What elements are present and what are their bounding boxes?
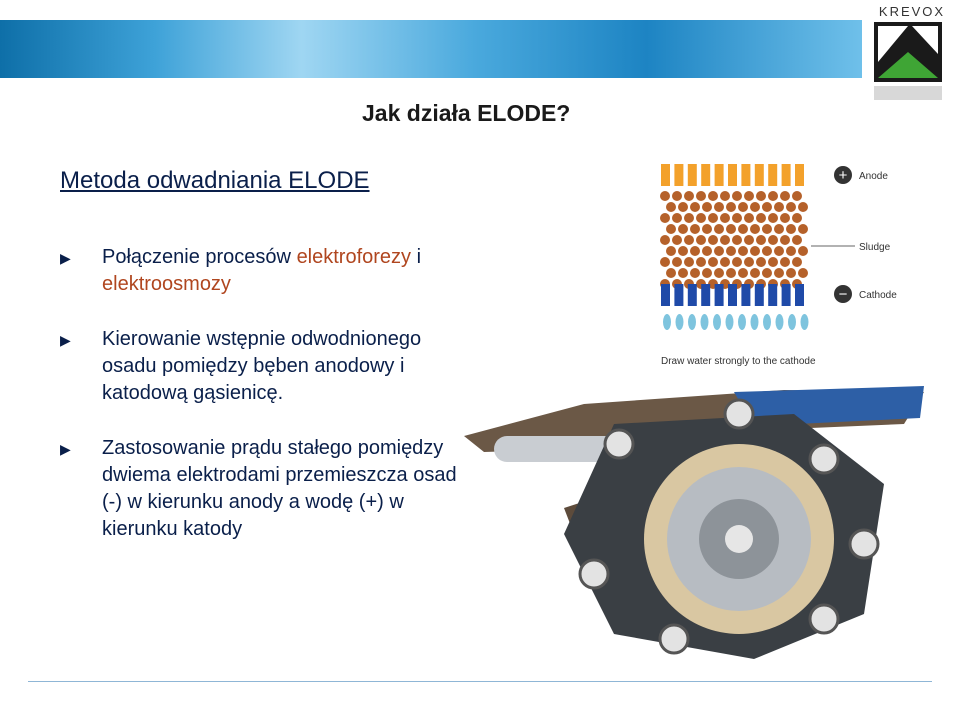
anode-bar bbox=[755, 164, 764, 186]
sludge-particle bbox=[744, 213, 754, 223]
sludge-particle bbox=[780, 191, 790, 201]
water-drop-icon bbox=[688, 314, 696, 330]
bullet-text: Połączenie procesów bbox=[102, 246, 297, 268]
sludge-particle bbox=[798, 246, 808, 256]
bullet-arrow-icon: ▶ bbox=[60, 441, 71, 457]
logo-text: KREVOX bbox=[878, 4, 946, 19]
bullet-text: Kierowanie wstępnie odwodnionego osadu pomiędzy bęben anodowy i katodową gąsienicę. bbox=[102, 328, 422, 404]
sludge-particle bbox=[678, 224, 688, 234]
sludge-particle bbox=[780, 235, 790, 245]
sprocket-gear-icon bbox=[605, 430, 633, 458]
sludge-particle bbox=[696, 257, 706, 267]
anode-bar bbox=[768, 164, 777, 186]
bullet-highlight: elektroosmozy bbox=[102, 273, 231, 295]
sludge-particle bbox=[750, 246, 760, 256]
water-drop-icon bbox=[801, 314, 809, 330]
sludge-particle bbox=[714, 246, 724, 256]
sludge-particle bbox=[696, 235, 706, 245]
sludge-particle bbox=[762, 202, 772, 212]
bullet-text-mid: i bbox=[411, 246, 422, 268]
anode-label: Anode bbox=[859, 171, 888, 182]
sludge-particle bbox=[714, 202, 724, 212]
water-drop-row bbox=[663, 314, 809, 330]
sludge-particle bbox=[750, 202, 760, 212]
cathode-bar bbox=[674, 284, 683, 306]
sludge-particle bbox=[672, 235, 682, 245]
bullet-highlight: elektroforezy bbox=[296, 246, 412, 268]
sludge-particle bbox=[750, 268, 760, 278]
sludge-particle bbox=[798, 268, 808, 278]
sludge-particle bbox=[708, 191, 718, 201]
sludge-particle bbox=[726, 224, 736, 234]
sludge-particle bbox=[720, 213, 730, 223]
water-drop-icon bbox=[776, 314, 784, 330]
sludge-particle bbox=[702, 224, 712, 234]
sludge-particle bbox=[702, 268, 712, 278]
sludge-particle bbox=[774, 268, 784, 278]
sludge-particle bbox=[744, 257, 754, 267]
sludge-particle bbox=[678, 268, 688, 278]
sludge-particle bbox=[756, 191, 766, 201]
sludge-particle bbox=[672, 213, 682, 223]
sludge-particle bbox=[768, 235, 778, 245]
sludge-particle bbox=[660, 257, 670, 267]
sludge-particle bbox=[792, 213, 802, 223]
water-drop-icon bbox=[663, 314, 671, 330]
water-drop-icon bbox=[701, 314, 709, 330]
sludge-particle bbox=[780, 213, 790, 223]
sludge-particle bbox=[732, 213, 742, 223]
sludge-particle bbox=[792, 191, 802, 201]
sludge-particle bbox=[690, 202, 700, 212]
sludge-particle bbox=[678, 202, 688, 212]
logo-emblem-icon bbox=[868, 4, 956, 108]
anode-electrode-row bbox=[661, 164, 804, 186]
water-drop-icon bbox=[726, 314, 734, 330]
anode-bar bbox=[728, 164, 737, 186]
water-drop-icon bbox=[763, 314, 771, 330]
sludge-particle bbox=[768, 257, 778, 267]
water-drop-icon bbox=[676, 314, 684, 330]
cathode-bar bbox=[688, 284, 697, 306]
sludge-particle bbox=[774, 246, 784, 256]
anode-bar bbox=[688, 164, 697, 186]
sprocket-gear-icon bbox=[580, 560, 608, 588]
sludge-particle bbox=[738, 224, 748, 234]
sludge-particle bbox=[684, 213, 694, 223]
water-drop-icon bbox=[788, 314, 796, 330]
water-drop-icon bbox=[738, 314, 746, 330]
sprocket-gear-icon bbox=[725, 400, 753, 428]
sludge-particle bbox=[762, 224, 772, 234]
cathode-electrode-row bbox=[661, 284, 804, 306]
cathode-label: Cathode bbox=[859, 290, 897, 301]
sprocket-gear-icon bbox=[810, 445, 838, 473]
sludge-particle bbox=[792, 257, 802, 267]
sludge-particle bbox=[714, 268, 724, 278]
electrode-diagram bbox=[655, 160, 915, 370]
sludge-particle bbox=[738, 202, 748, 212]
anode-bar bbox=[795, 164, 804, 186]
sludge-particle bbox=[756, 213, 766, 223]
sludge-particle bbox=[672, 257, 682, 267]
bullet-text: Zastosowanie prądu stałego pomiędzy dwiema elektrodami przemieszcza osad (-) w kierunku anody a wodę (+) w kierunku katody bbox=[102, 437, 457, 540]
bullet-item bbox=[60, 244, 480, 298]
cathode-bar bbox=[795, 284, 804, 306]
sludge-particle bbox=[774, 202, 784, 212]
sludge-label: Sludge bbox=[859, 242, 891, 253]
sludge-particle bbox=[684, 257, 694, 267]
sludge-particle bbox=[792, 235, 802, 245]
sludge-particle bbox=[732, 257, 742, 267]
sludge-particle bbox=[666, 246, 676, 256]
drum-axle bbox=[725, 525, 753, 553]
diagram-caption: Draw water strongly to the cathode bbox=[661, 356, 816, 367]
footer-divider bbox=[28, 681, 932, 682]
cathode-bar bbox=[728, 284, 737, 306]
sludge-particle bbox=[678, 246, 688, 256]
sludge-particle bbox=[708, 235, 718, 245]
sludge-particle bbox=[786, 268, 796, 278]
sludge-particle bbox=[666, 268, 676, 278]
cathode-bar bbox=[768, 284, 777, 306]
sludge-particle bbox=[774, 224, 784, 234]
bullet-arrow-icon: ▶ bbox=[60, 332, 71, 348]
sludge-particle bbox=[696, 213, 706, 223]
sludge-particle bbox=[726, 268, 736, 278]
sprocket-gear-icon bbox=[810, 605, 838, 633]
sludge-particle bbox=[660, 191, 670, 201]
sludge-particle bbox=[744, 235, 754, 245]
sludge-particle bbox=[732, 191, 742, 201]
sludge-particle bbox=[660, 235, 670, 245]
sludge-particle bbox=[738, 246, 748, 256]
bullet-list bbox=[60, 244, 480, 571]
sludge-particle bbox=[762, 268, 772, 278]
sludge-particle bbox=[726, 202, 736, 212]
sludge-particle bbox=[708, 257, 718, 267]
sludge-particle bbox=[714, 224, 724, 234]
cathode-bar bbox=[741, 284, 750, 306]
anode-bar bbox=[782, 164, 791, 186]
sprocket-gear-icon bbox=[660, 625, 688, 653]
water-drop-icon bbox=[713, 314, 721, 330]
bullet-item bbox=[60, 326, 480, 407]
sludge-particle bbox=[744, 191, 754, 201]
sludge-particle-grid bbox=[660, 191, 808, 289]
sludge-particle bbox=[756, 257, 766, 267]
sludge-particle bbox=[756, 235, 766, 245]
sludge-particle bbox=[660, 213, 670, 223]
sludge-particle bbox=[690, 268, 700, 278]
sludge-particle bbox=[690, 224, 700, 234]
sludge-particle bbox=[732, 235, 742, 245]
plus-symbol: + bbox=[838, 167, 848, 184]
sludge-particle bbox=[786, 224, 796, 234]
sludge-particle bbox=[672, 191, 682, 201]
sludge-particle bbox=[738, 268, 748, 278]
krevox-logo bbox=[868, 4, 956, 108]
sludge-particle bbox=[702, 202, 712, 212]
sludge-particle bbox=[768, 213, 778, 223]
sludge-particle bbox=[666, 224, 676, 234]
cathode-bar bbox=[782, 284, 791, 306]
sludge-particle bbox=[684, 235, 694, 245]
sludge-particle bbox=[684, 191, 694, 201]
anode-bar bbox=[674, 164, 683, 186]
slide-subtitle: Metoda odwadniania ELODE bbox=[60, 167, 370, 194]
anode-bar bbox=[701, 164, 710, 186]
sludge-particle bbox=[720, 191, 730, 201]
cathode-bar bbox=[661, 284, 670, 306]
sludge-particle bbox=[702, 246, 712, 256]
header-banner bbox=[0, 20, 862, 78]
elode-machine-illustration bbox=[464, 384, 924, 664]
anode-bar bbox=[661, 164, 670, 186]
sludge-particle bbox=[768, 191, 778, 201]
sludge-particle bbox=[690, 246, 700, 256]
bullet-arrow-icon: ▶ bbox=[60, 250, 71, 266]
sludge-particle bbox=[708, 213, 718, 223]
water-drop-icon bbox=[751, 314, 759, 330]
sludge-particle bbox=[798, 202, 808, 212]
slide-title: Jak działa ELODE? bbox=[362, 100, 571, 126]
sludge-particle bbox=[798, 224, 808, 234]
sludge-particle bbox=[750, 224, 760, 234]
sludge-particle bbox=[726, 246, 736, 256]
bullet-item bbox=[60, 435, 480, 543]
cathode-bar bbox=[755, 284, 764, 306]
anode-bar bbox=[741, 164, 750, 186]
sludge-particle bbox=[780, 257, 790, 267]
sludge-particle bbox=[762, 246, 772, 256]
sludge-particle bbox=[666, 202, 676, 212]
sludge-particle bbox=[720, 257, 730, 267]
anode-bar bbox=[715, 164, 724, 186]
sludge-particle bbox=[720, 235, 730, 245]
cathode-bar bbox=[701, 284, 710, 306]
sludge-particle bbox=[786, 202, 796, 212]
cathode-bar bbox=[715, 284, 724, 306]
sludge-particle bbox=[786, 246, 796, 256]
sprocket-gear-icon bbox=[850, 530, 878, 558]
minus-symbol: − bbox=[838, 286, 848, 303]
sludge-particle bbox=[696, 191, 706, 201]
